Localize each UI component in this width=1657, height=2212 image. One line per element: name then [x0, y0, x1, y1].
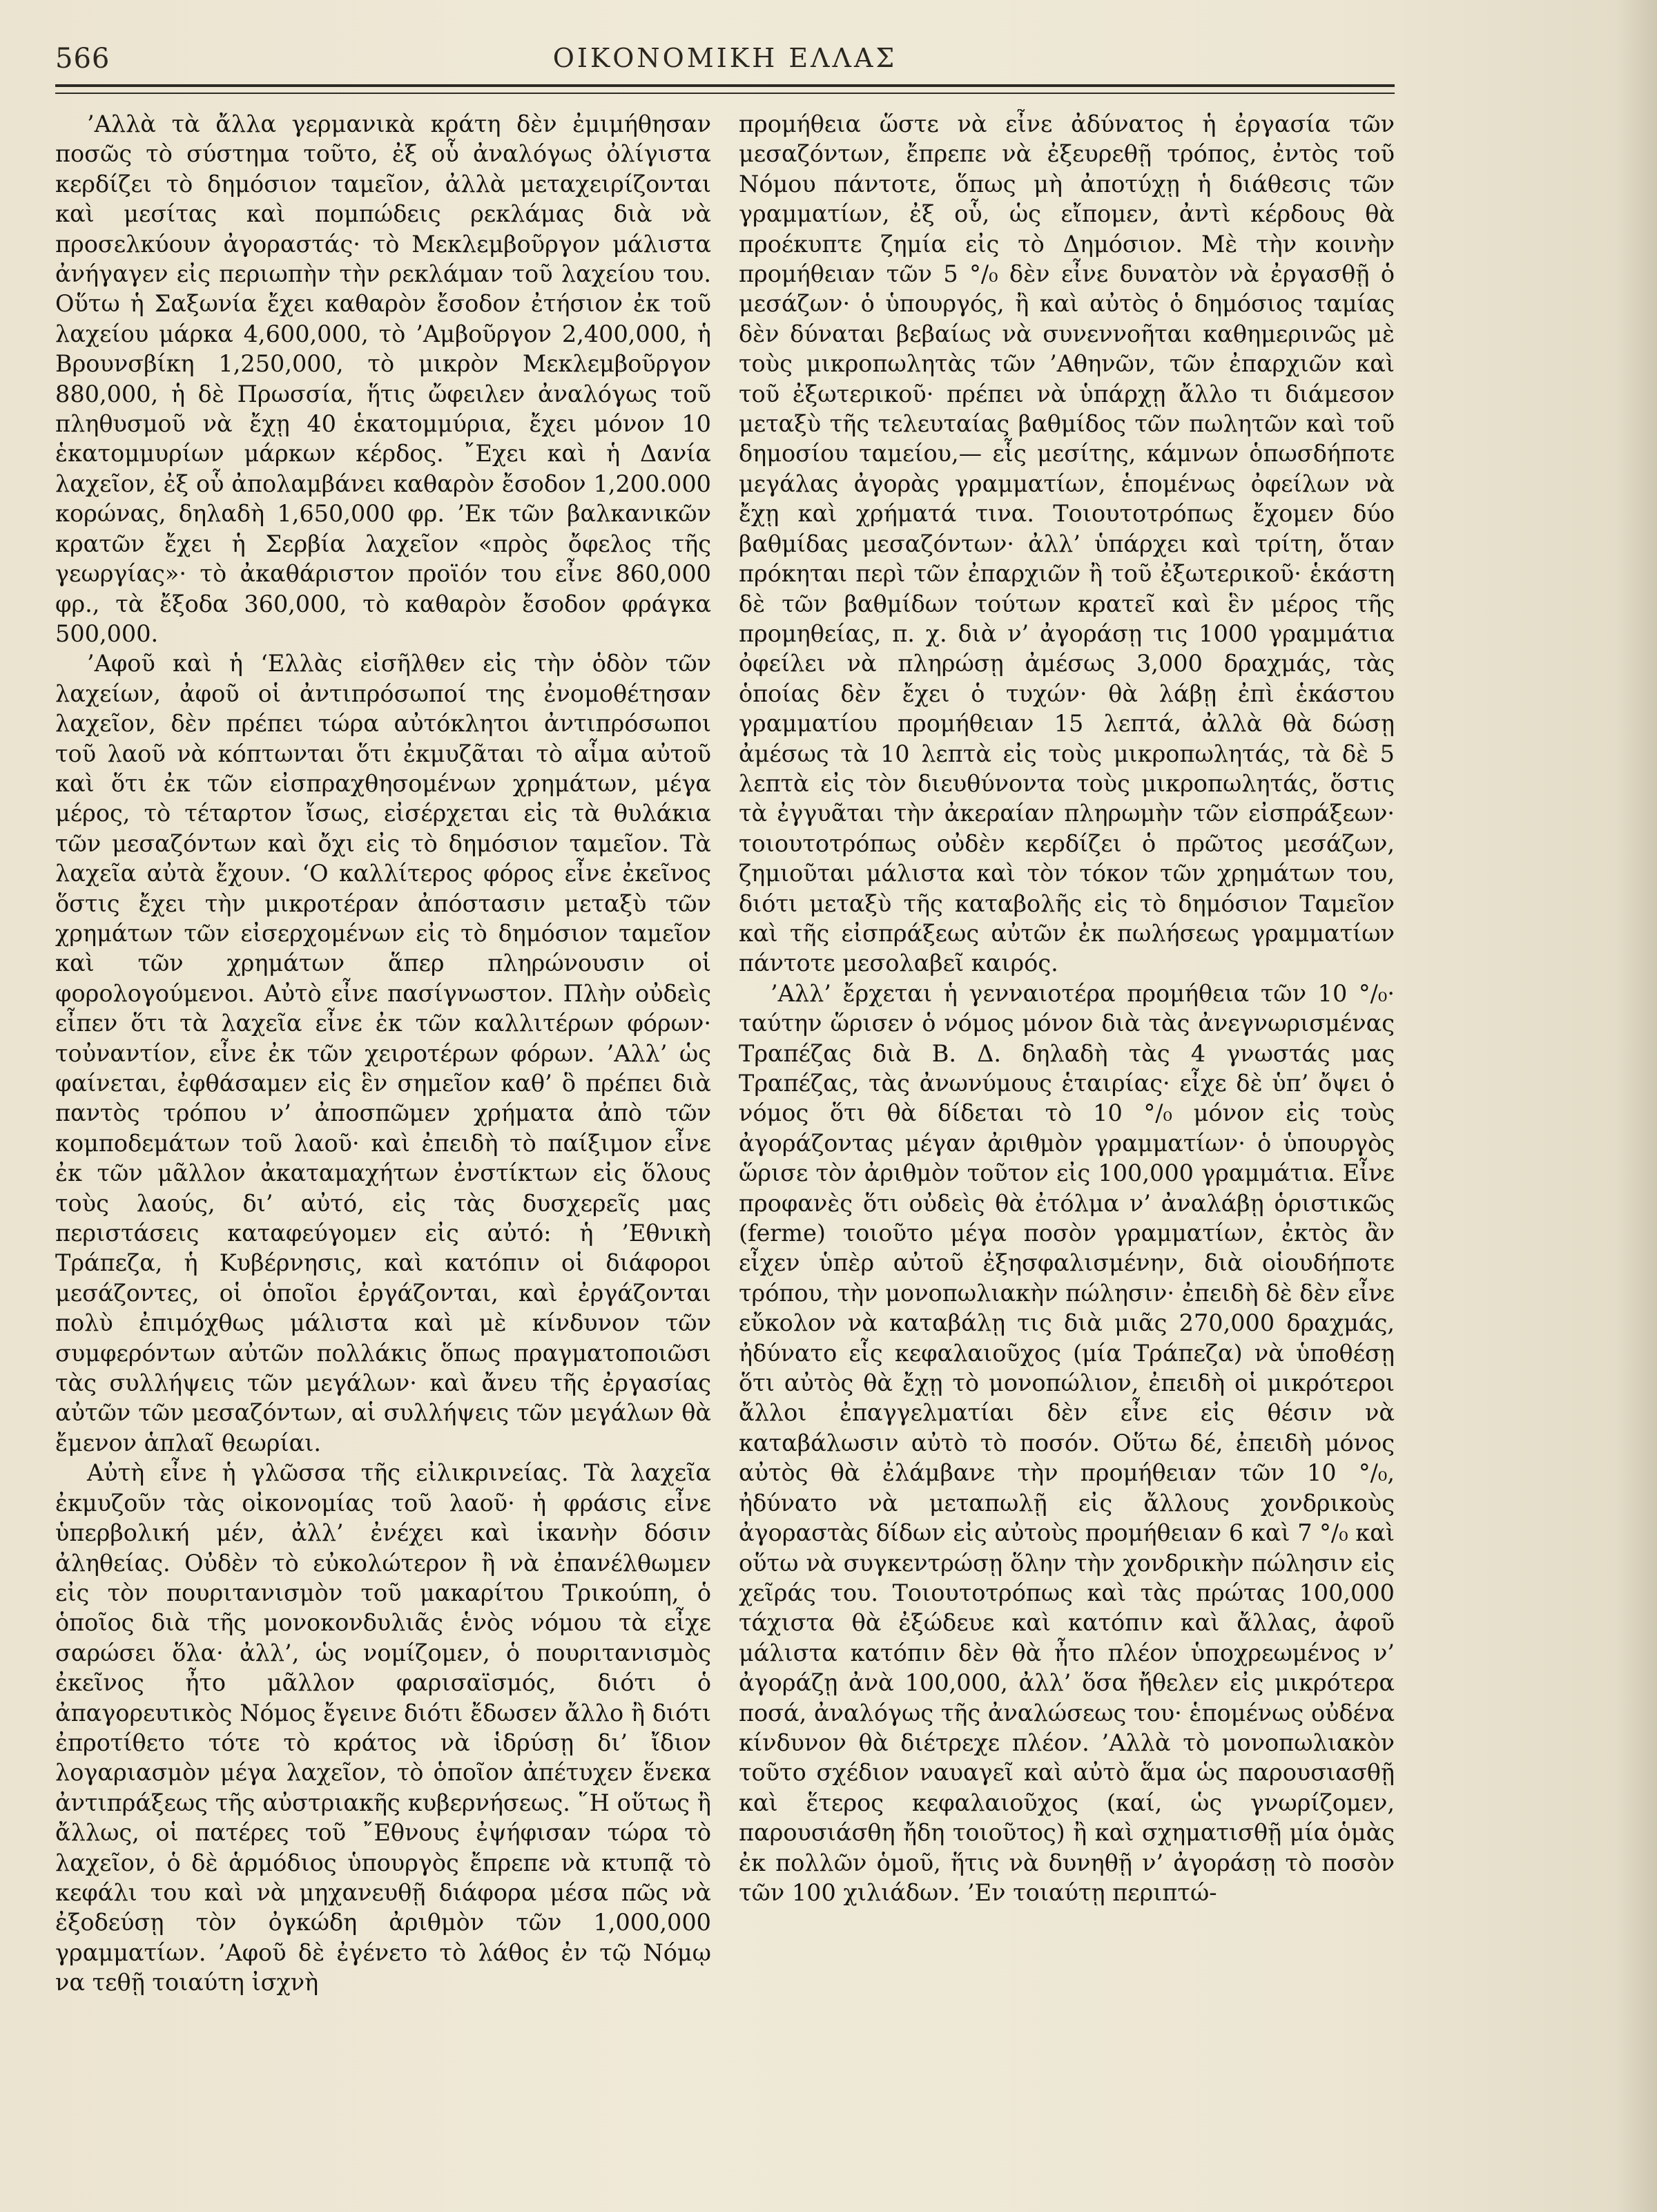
- right-column: [739, 109, 1395, 2174]
- paragraph: προμήθεια ὥστε νὰ εἶνε ἀδύνατος ἡ ἐργασία τῶν μεσαζόντων, ἔπρεπε νὰ ἐξευρεθῇ τρόπος, ἐντὸς τοῦ Νόμου πάντοτε, ὅπως μὴ ἀποτύχῃ ἡ διάθεσις τῶν γραμματίων, ἐξ οὗ, ὡς εἴπομεν, ἀντὶ κέρδους θὰ προέκυπτε ζημία εἰς τὸ Δημόσιον. Μὲ τὴν κοινὴν προμήθειαν τῶν 5 °/₀ δὲν εἶνε δυνατὸν νὰ ἐργασθῇ ὁ μεσάζων· ὁ ὑπουργός, ἢ καὶ αὐτὸς ὁ δημόσιος ταμίας δὲν δύναται βεβαίως νὰ συνεννοῆται καθημερινῶς μὲ τοὺς μικροπωλητὰς τῶν ’Αθηνῶν, τῶν ἐπαρχιῶν καὶ τοῦ ἐξωτερικοῦ· πρέπει νὰ ὑπάρχῃ ἄλλο τι διάμεσον μεταξὺ τῆς τελευταίας βαθμίδος τῶν πωλητῶν καὶ τοῦ δημοσίου ταμείου,— εἷς μεσίτης, κάμνων ὁπωσδήποτε μεγάλας ἀγορὰς γραμματίων, ἑπομένως ὀφείλων νὰ ἔχῃ καὶ χρήματά τινα. Τοιουτοτρόπως ἔχομεν δύο βαθμίδας μεσαζόντων· ἀλλ’ ὑπάρχει καὶ τρίτη, ὅταν πρόκηται περὶ τῶν ἐπαρχιῶν ἢ τοῦ ἐξωτερικοῦ· ἑκάστη δὲ τῶν βαθμίδων τούτων κρατεῖ καὶ ἓν μέρος τῆς προμηθείας, π. χ. διὰ ν’ ἀγοράσῃ τις 1000 γραμμάτια ὀφείλει νὰ πληρώσῃ ἀμέσως 3,000 δραχμάς, τὰς ὁποίας δὲν ἔχει ὁ τυχών· θὰ λάβῃ ἐπὶ ἑκάστου γραμματίου προμήθειαν 15 λεπτά, ἀλλὰ θὰ δώσῃ ἀμέσως τὰ 10 λεπτὰ εἰς τοὺς μικροπωλητάς, τὰ δὲ 5 λεπτὰ εἰς τὸν διευθύνοντα τοὺς μικροπωλητάς, ὅστις τὰ ἐγγυᾶται τὴν ἀκεραίαν πληρωμὴν τῶν εἰσπράξεων· τοιουτοτρόπως οὐδὲν κερδίζει ὁ πρῶτος μεσάζων, ζημιοῦται μάλιστα καὶ τὸν τόκον τῶν χρημάτων του, διότι μεταξὺ τῆς καταβολῆς εἰς τὸ δημόσιον Ταμεῖον καὶ τῆς εἰσπράξεως αὐτῶν ἐκ πωλήσεως γραμματίων πάντοτε μεσολαβεῖ καιρός.: [739, 110, 1395, 977]
- header-rule-thick: [55, 84, 1395, 87]
- page-edge-shadow: [1616, 0, 1657, 2212]
- header-rule-thin: [55, 93, 1395, 94]
- left-column: [55, 109, 711, 2174]
- paragraph: ’Αλλ’ ἔρχεται ἡ γενναιοτέρα προμήθεια τῶν 10 °/₀· ταύτην ὥρισεν ὁ νόμος μόνον διὰ τὰς ἀνεγνωρισμένας Τραπέζας διὰ Β. Δ. δηλαδὴ τὰς 4 γνωστάς μας Τραπέζας, τὰς ἀνωνύμους ἑταιρίας· εἶχε δὲ ὑπ’ ὄψει ὁ νόμος ὅτι θὰ δίδεται τὸ 10 °/₀ μόνον εἰς τοὺς ἀγοράζοντας μέγαν ἀριθμὸν γραμματίων· ὁ ὑπουργὸς ὥρισε τὸν ἀριθμὸν τοῦτον εἰς 100,000 γραμμάτια. Εἶνε προφανὲς ὅτι οὐδεὶς θὰ ἐτόλμα ν’ ἀναλάβῃ ὁριστικῶς (ferme) τοιοῦτο μέγα ποσὸν γραμματίων, ἐκτὸς ἂν εἶχεν ὑπὲρ αὐτοῦ ἐξησφαλισμένην, διὰ οἱουδήποτε τρόπου, τὴν μονοπωλιακὴν πώλησιν· ἐπειδὴ δὲ δὲν εἶνε εὔκολον νὰ καταβάλῃ τις διὰ μιᾶς 270,000 δραχμάς, ἠδύνατο εἷς κεφαλαιοῦχος (μία Τράπεζα) νὰ ὑποθέσῃ ὅτι αὐτὸς θὰ ἔχῃ τὸ μονοπώλιον, ἐπειδὴ οἱ μικρότεροι ἄλλοι ἐπαγγελματίαι δὲν εἶνε εἰς θέσιν νὰ καταβάλωσιν αὐτὸ τὸ ποσόν. Οὕτω δέ, ἐπειδὴ μόνος αὐτὸς θὰ ἐλάμβανε τὴν προμήθειαν τῶν 10 °/₀, ἠδύνατο νὰ μεταπωλῇ εἰς ἄλλους χονδρικοὺς ἀγοραστὰς δίδων εἰς αὐτοὺς προμήθειαν 6 καὶ 7 °/₀ καὶ οὕτω νὰ συγκεντρώσῃ ὅλην τὴν χονδρικὴν πώλησιν εἰς χεῖράς του. Τοιουτοτρόπως καὶ τὰς πρώτας 100,000 τάχιστα θὰ ἐξώδευε καὶ κατόπιν καὶ ἄλλας, ἀφοῦ μάλιστα κατόπιν δὲν θὰ ἦτο πλέον ὑποχρεωμένος ν’ ἀγοράζῃ ἀνὰ 100,000, ἀλλ’ ὅσα ἤθελεν εἰς μικρότερα ποσά, ἀναλόγως τῆς ἀναλώσεως του· ἑπομένως οὐδένα κίνδυνον θὰ διέτρεχε πλέον. ’Αλλὰ τὸ μονοπωλιακὸν τοῦτο σχέδιον ναυαγεῖ καὶ αὐτὸ ἅμα ὡς παρουσιασθῇ καὶ ἕτερος κεφαλαιοῦχος (καί, ὡς γνωρίζομεν, παρουσιάσθη ἤδη τοιοῦτος) ἢ καὶ σχηματισθῇ μία ὁμὰς ἐκ πολλῶν ὁμοῦ, ἥτις νὰ δυνηθῇ ν’ ἀγοράσῃ τὸ ποσὸν τῶν 100 χιλιάδων. ’Εν τοιαύτῃ περιπτώ-: [739, 979, 1395, 1906]
- paragraph: Αὐτὴ εἶνε ἡ γλῶσσα τῆς εἰλικρινείας. Τὰ λαχεῖα ἐκμυζοῦν τὰς οἰκονομίας τοῦ λαοῦ· ἡ φράσις εἶνε ὑπερβολική μέν, ἀλλ’ ἐνέχει καὶ ἱκανὴν δόσιν ἀληθείας. Οὐδὲν τὸ εὐκολώτερον ἢ νὰ ἐπανέλθωμεν εἰς τὸν πουριτανισμὸν τοῦ μακαρίτου Τρικούπη, ὁ ὁποῖος διὰ τῆς μονοκονδυλιᾶς ἑνὸς νόμου τὰ εἶχε σαρώσει ὅλα· ἀλλ’, ὡς νομίζομεν, ὁ πουριτανισμὸς ἐκεῖνος ἦτο μᾶλλον φαρισαϊσμός, διότι ὁ ἀπαγορευτικὸς Νόμος ἔγεινε διότι ἔδωσεν ἄλλο ἢ διότι ἐπροτίθετο τότε τὸ κράτος νὰ ἱδρύσῃ δι’ ἴδιον λογαριασμὸν μέγα λαχεῖον, τὸ ὁποῖον ἀπέτυχεν ἕνεκα ἀντιπράξεως τῆς αὐστριακῆς κυβερνήσεως. ῞Η οὕτως ἢ ἄλλως, οἱ πατέρες τοῦ ῎Εθνους ἐψήφισαν τώρα τὸ λαχεῖον, ὁ δὲ ἁρμόδιος ὑπουργὸς ἔπρεπε νὰ κτυπᾷ τὸ κεφάλι του καὶ νὰ μηχανευθῇ διάφορα μέσα πῶς νὰ ἐξοδεύσῃ τὸν ὀγκώδη ἀριθμὸν τῶν 1,000,000 γραμματίων. ’Αφοῦ δὲ ἐγένετο τὸ λάθος ἐν τῷ Νόμῳ να τεθῇ τοιαύτη ἰσχνὴ: [55, 1459, 711, 1997]
- paragraph: ’Αλλὰ τὰ ἄλλα γερμανικὰ κράτη δὲν ἐμιμήθησαν ποσῶς τὸ σύστημα τοῦτο, ἐξ οὗ ἀναλόγως ὀλίγιστα κερδίζει τὸ δημόσιον ταμεῖον, ἀλλὰ μεταχειρίζονται καὶ μεσίτας καὶ πομπώδεις ρεκλάμας διὰ νὰ προσελκύουν ἀγοραστάς· τὸ Μεκλεμβοῦργον μάλιστα ἀνήγαγεν εἰς περιωπὴν τὴν ρεκλάμαν τοῦ λαχείου του. Οὕτω ἡ Σαξωνία ἔχει καθαρὸν ἔσοδον ἐτήσιον ἐκ τοῦ λαχείου μάρκα 4,600,000, τὸ ’Αμβοῦργον 2,400,000, ἡ Βρουνσβίκη 1,250,000, τὸ μικρὸν Μεκλεμβοῦργον 880,000, ἡ δὲ Πρωσσία, ἥτις ὤφειλεν ἀναλόγως τοῦ πληθυσμοῦ νὰ ἔχῃ 40 ἑκατομμύρια, ἔχει μόνον 10 ἑκατομμυρίων μάρκων κέρδος. ῎Εχει καὶ ἡ Δανία λαχεῖον, ἐξ οὗ ἀπολαμβάνει καθαρὸν ἔσοδον 1,200.000 κορώνας, δηλαδὴ 1,650,000 φρ. ’Εκ τῶν βαλκανικῶν κρατῶν ἔχει ἡ Σερβία λαχεῖον «πρὸς ὄφελος τῆς γεωργίας»· τὸ ἀκαθάριστον προϊόν του εἶνε 860,000 φρ., τὰ ἔξοδα 360,000, τὸ καθαρὸν ἔσοδον φράγκα 500,000.: [55, 110, 711, 647]
- running-title: ΟΙΚΟΝΟΜΙΚΗ ΕΛΛΑΣ: [552, 43, 898, 73]
- page-header: [55, 43, 1395, 84]
- paragraph: ’Αφοῦ καὶ ἡ ‘Ελλὰς εἰσῆλθεν εἰς τὴν ὁδὸν τῶν λαχείων, ἀφοῦ οἱ ἀντιπρόσωποί της ἐνομοθέτησαν λαχεῖον, δὲν πρέπει τώρα αὐτόκλητοι ἀντιπρόσωποι τοῦ λαοῦ νὰ κόπτωνται ὅτι ἐκμυζᾶται τὸ αἷμα αὐτοῦ καὶ ὅτι ἐκ τῶν εἰσπραχθησομένων χρημάτων, μέγα μέρος, τὸ τέταρτον ἴσως, εἰσέρχεται εἰς τὰ θυλάκια τῶν μεσαζόντων καὶ ὄχι εἰς τὸ δημόσιον ταμεῖον. Τὰ λαχεῖα αὐτὰ ἔχουν. ‘Ο καλλίτερος φόρος εἶνε ἐκεῖνος ὅστις ἔχει τὴν μικροτέραν ἀπόστασιν μεταξὺ τῶν χρημάτων τῶν εἰσερχομένων εἰς τὸ δημόσιον ταμεῖον καὶ τῶν χρημάτων ἅπερ πληρώνουσιν οἱ φορολογούμενοι. Αὐτὸ εἶνε πασίγνωστον. Πλὴν οὐδεὶς εἶπεν ὅτι τὰ λαχεῖα εἶνε ἐκ τῶν καλλιτέρων φόρων· τοὐναντίον, εἶνε ἐκ τῶν χειροτέρων φόρων. ’Αλλ’ ὡς φαίνεται, ἐφθάσαμεν εἰς ἓν σημεῖον καθ’ ὃ πρέπει διὰ παντὸς τρόπου ν’ ἀποσπῶμεν χρήματα ἀπὸ τῶν κομποδεμάτων τοῦ λαοῦ· καὶ ἐπειδὴ τὸ παίξιμον εἶνε ἐκ τῶν μᾶλλον ἀκαταμαχήτων ἐνστίκτων εἰς ὅλους τοὺς λαούς, δι’ αὐτό, εἰς τὰς δυσχερεῖς μας περιστάσεις καταφεύγομεν εἰς αὐτό: ἡ ’Εθνικὴ Τράπεζα, ἡ Κυβέρνησις, καὶ κατόπιν οἱ διάφοροι μεσάζοντες, οἱ ὁποῖοι ἐργάζονται, καὶ ἐργάζονται πολὺ ἐπιμόχθως μάλιστα καὶ μὲ κίνδυνον τῶν συμφερόντων αὐτῶν πολλάκις ὅπως πραγματοποιῶσι τὰς συλλήψεις τῶν μεγάλων· καὶ ἄνευ τῆς ἐργασίας αὐτῶν τῶν μεσαζόντων, αἱ συλλήψεις τῶν μεγάλων θὰ ἔμενον ἁπλαῖ θεωρίαι.: [55, 650, 711, 1456]
- page-number: 566: [55, 43, 110, 75]
